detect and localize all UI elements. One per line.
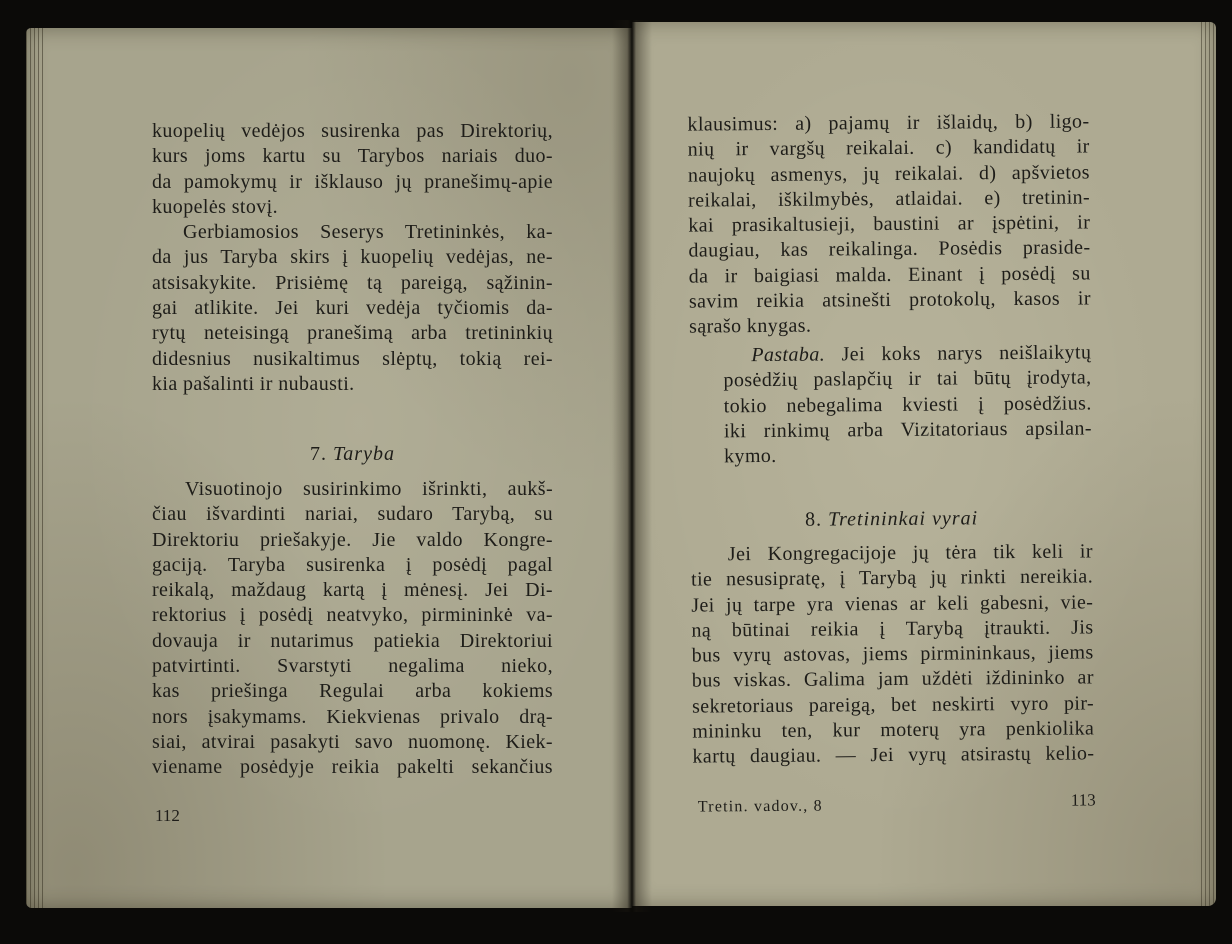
text-line: tie nesusipratę, į Tarybą jų rinkti nereikia. (690, 565, 1094, 591)
note-first-line: Jei koks narys neišlaikytų (841, 341, 1092, 366)
text-line: da pamokymų ir išklauso jų pranešimų-apie (152, 170, 553, 193)
right-page (632, 22, 1216, 906)
text-block (152, 119, 553, 397)
text-line: kurs joms kartu su Tarybos nariais duo- (152, 145, 553, 168)
text-line: kartų daugiau. — Jei vyrų atsirastų kelio- (692, 742, 1095, 768)
text-line: Direktoriu priešakyje. Jie valdo Kongre- (152, 528, 553, 551)
section-number: 7. (310, 443, 328, 465)
text-line: atsisakykite. Prisiėmę tą pareigą, sąžinin- (152, 271, 553, 294)
text-line: da ir baigiasi malda. Einant į posėdį su (688, 262, 1091, 288)
text-line (723, 340, 1091, 368)
page-edges (26, 28, 46, 908)
text-line: kia pašalinti ir nubausti. (152, 372, 355, 395)
text-line: naujokų asmenys, jų reikalai. d) apšvietos (687, 161, 1090, 187)
text-block (691, 539, 1095, 770)
text-line: gai atlikite. Jei kuri vedėja tyčiomis da- (152, 297, 553, 320)
text-line: Jei Kongregacijoje jų tėra tik keli ir (727, 540, 1093, 566)
text-line: kai prasikaltusieji, baustini ar įspėtini, ir (688, 211, 1091, 237)
text-line: sekretoriaus pareigą, bet neskirti vyro pir- (691, 692, 1095, 718)
text-line: daugiau, kas reikalinga. Posėdis praside- (688, 236, 1091, 263)
text-line: kuopelės stovį. (152, 195, 278, 218)
text-line: kas priešinga Regulai arba kokiems (152, 680, 553, 703)
text-line: tokio nebegalima kviesti į posėdžius. (723, 392, 1092, 417)
page-number: 112 (155, 806, 180, 825)
note-label: Pastaba. (751, 343, 826, 367)
text-line: mininku ten, kur moterų yra penkiolika (692, 717, 1095, 743)
text-line: bus vyrų astovas, jiems pirmininkaus, jiems (691, 641, 1094, 667)
text-block (687, 109, 1091, 340)
text-line: klausimus: a) pajamų ir išlaidų, b) ligo- (687, 110, 1090, 136)
right-page-content (632, 22, 1216, 906)
text-line: siai, atvirai pasakyti savo nuomonę. Kiek- (152, 730, 553, 753)
left-page (26, 28, 632, 908)
text-line: gaciją. Taryba susirenka į posėdį pagal (152, 553, 553, 576)
text-line: posėdžių paslapčių ir tai būtų įrodyta, (723, 366, 1092, 392)
text-line: patvirtinti. Svarstyti negalima nieko, (152, 655, 553, 678)
text-line: nors įsakymams. Kiekvienas privalo drą- (152, 705, 553, 728)
text-line: čiau išvardinti nariai, sudaro Tarybą, su (152, 503, 553, 526)
text-line: rytų neteisingą pranešimą arba tretininkių (152, 322, 553, 345)
text-line: reikalą, maždaug kartą į mėnesį. Jei Di- (152, 579, 553, 602)
note-block (723, 340, 1092, 469)
text-line: da jus Taryba skirs į kuopelių vedėjas, ne- (152, 246, 553, 269)
text-line: kymo. (724, 445, 777, 468)
text-line: dovauja ir nutarimus patiekia Direktoriui (152, 629, 553, 652)
text-line: kuopelių vedėjos susirenka pas Direktorių, (152, 120, 553, 142)
text-line: rektorius į posėdį neatvyko, pirmininkė va- (152, 604, 553, 627)
section-title: Tretininkai vyrai (827, 507, 979, 531)
text-block (152, 477, 553, 781)
text-line: nių ir vargšų reikalai. c) kandidatų ir (687, 135, 1090, 161)
page-number: 113 (1070, 790, 1096, 810)
text-line: viename posėdyje reikia pakelti sekančius (152, 756, 553, 779)
text-line: sąrašo knygas. (689, 315, 812, 338)
text-line: iki rinkimų arba Vizitatoriaus apsilan- (723, 417, 1092, 443)
printer-signature-mark: Tretin. vadov., 8 (697, 797, 823, 816)
section-heading (152, 442, 553, 467)
text-line: Gerbiamosios Seserys Tretininkės, ka- (183, 221, 553, 244)
book-gutter (612, 20, 652, 912)
text-line: Visuotinojo susirinkimo išrinkti, aukš- (185, 478, 553, 500)
text-line: ną būtinai reikia į Tarybą įtraukti. Jis (691, 616, 1094, 642)
text-line: reikalai, iškilmybės, atlaidai. e) tretinin- (688, 186, 1091, 212)
text-line: bus viskas. Galima jam uždėti iždininko ar (691, 666, 1094, 693)
text-line: Jei jų tarpe yra vienas ar keli gabesni, vie- (691, 591, 1094, 617)
text-line: didesnius nusikaltimus slėptų, tokią rei- (152, 347, 553, 370)
section-number: 8. (804, 508, 823, 531)
section-title: Taryba (333, 443, 395, 465)
section-heading (691, 505, 1093, 533)
text-line: savim reikia atsinešti protokolų, kasos ir (688, 287, 1091, 313)
